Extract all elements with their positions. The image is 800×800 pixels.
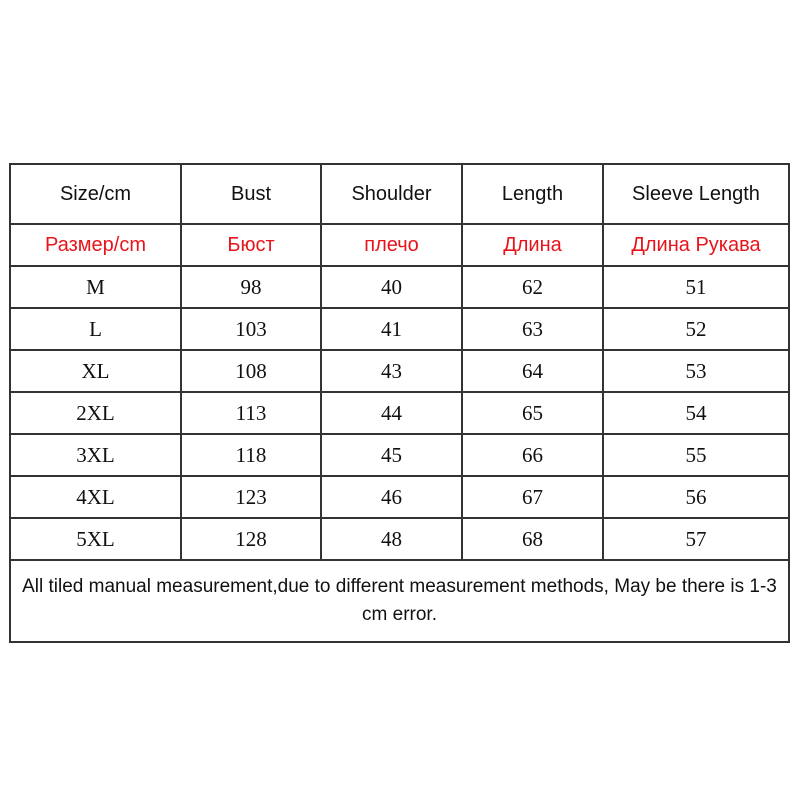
cell-size: 3XL [10, 434, 181, 476]
cell-length: 62 [462, 266, 603, 308]
cell-bust: 103 [181, 308, 321, 350]
header-shoulder: Shoulder [321, 164, 462, 224]
cell-size: 5XL [10, 518, 181, 560]
note-row [10, 560, 789, 642]
cell-bust: 118 [181, 434, 321, 476]
cell-length: 65 [462, 392, 603, 434]
measurement-note: All tiled manual measurement,due to different measurement methods, May be there is 1-3 cm error. [10, 560, 789, 642]
table-row [10, 518, 789, 560]
cell-sleeve-length: 55 [603, 434, 789, 476]
cell-length: 68 [462, 518, 603, 560]
table-row [10, 476, 789, 518]
cell-shoulder: 46 [321, 476, 462, 518]
cell-sleeve-length: 54 [603, 392, 789, 434]
header-row-russian [10, 224, 789, 266]
table-row [10, 350, 789, 392]
header-shoulder-ru: плечо [321, 224, 462, 266]
cell-bust: 128 [181, 518, 321, 560]
cell-length: 67 [462, 476, 603, 518]
table-row [10, 392, 789, 434]
cell-shoulder: 45 [321, 434, 462, 476]
header-sleeve-length: Sleeve Length [603, 164, 789, 224]
header-bust-ru: Бюст [181, 224, 321, 266]
header-size-ru: Размер/cm [10, 224, 181, 266]
cell-size: L [10, 308, 181, 350]
cell-length: 64 [462, 350, 603, 392]
table-row [10, 308, 789, 350]
cell-sleeve-length: 53 [603, 350, 789, 392]
size-chart-table [9, 163, 790, 643]
header-length-ru: Длина [462, 224, 603, 266]
cell-length: 66 [462, 434, 603, 476]
table-row [10, 266, 789, 308]
cell-sleeve-length: 56 [603, 476, 789, 518]
cell-size: 2XL [10, 392, 181, 434]
cell-sleeve-length: 57 [603, 518, 789, 560]
cell-bust: 123 [181, 476, 321, 518]
header-row-english [10, 164, 789, 224]
cell-shoulder: 41 [321, 308, 462, 350]
header-sleeve-length-ru: Длина Рукава [603, 224, 789, 266]
cell-sleeve-length: 52 [603, 308, 789, 350]
cell-bust: 113 [181, 392, 321, 434]
cell-size: 4XL [10, 476, 181, 518]
table-row [10, 434, 789, 476]
cell-length: 63 [462, 308, 603, 350]
cell-bust: 108 [181, 350, 321, 392]
cell-size: M [10, 266, 181, 308]
cell-bust: 98 [181, 266, 321, 308]
header-size: Size/cm [10, 164, 181, 224]
cell-size: XL [10, 350, 181, 392]
cell-shoulder: 40 [321, 266, 462, 308]
cell-shoulder: 48 [321, 518, 462, 560]
header-length: Length [462, 164, 603, 224]
header-bust: Bust [181, 164, 321, 224]
cell-shoulder: 43 [321, 350, 462, 392]
cell-sleeve-length: 51 [603, 266, 789, 308]
cell-shoulder: 44 [321, 392, 462, 434]
